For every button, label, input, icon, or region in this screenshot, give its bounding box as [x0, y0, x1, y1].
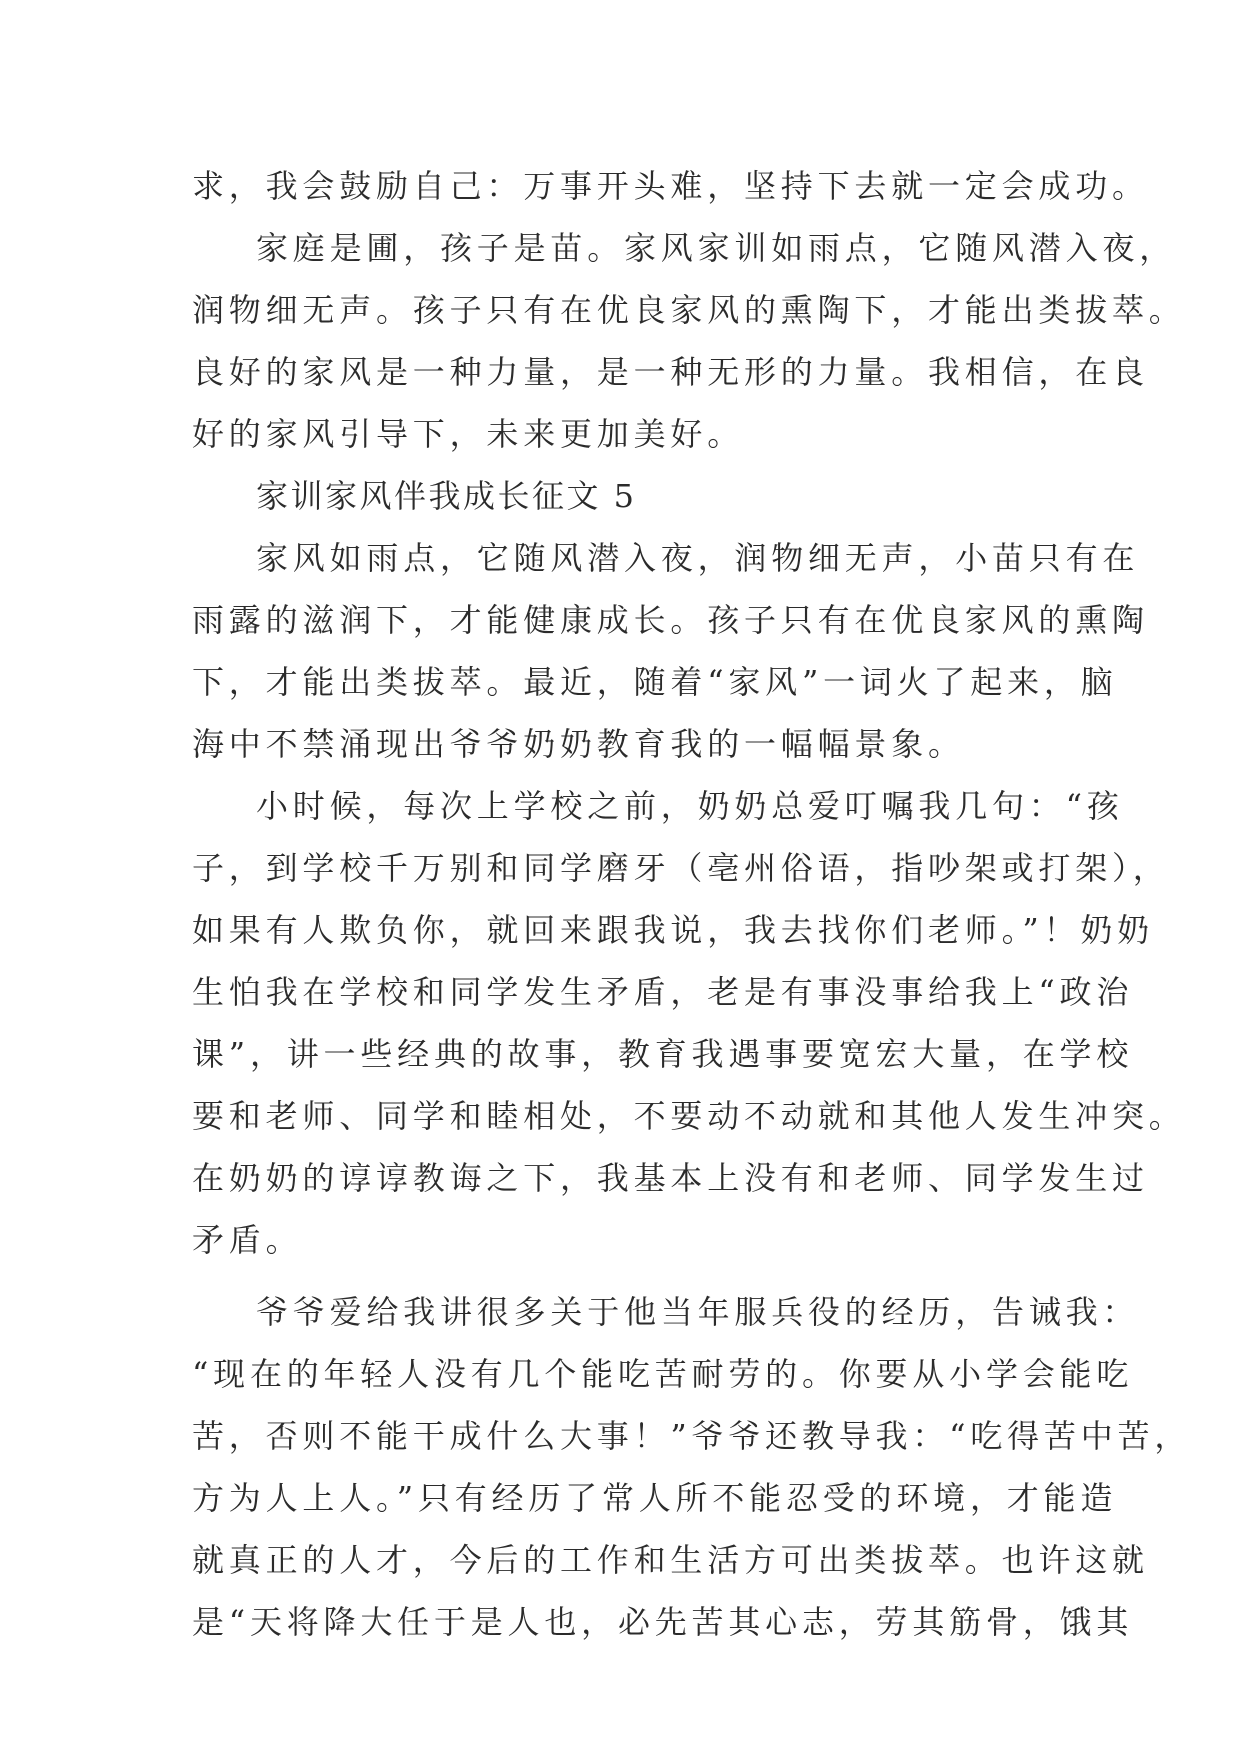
text-line: 良好的家风是一种力量，是一种无形的力量。我相信，在良: [192, 353, 1149, 391]
text-line: 苦，否则不能干成什么大事！”爷爷还教导我：“吃得苦中苦，: [192, 1417, 1192, 1455]
text-line: 海中不禁涌现出爷爷奶奶教育我的一幅幅景象。: [192, 725, 965, 763]
paragraph-first-line: 家庭是圃，孩子是苗。家风家训如雨点，它随风潜入夜，: [256, 229, 1177, 267]
text-line: 好的家风引导下，未来更加美好。: [192, 415, 745, 453]
text-line: 方为人上人。”只有经历了常人所不能忍受的环境，才能造: [192, 1479, 1118, 1517]
text-line: 求，我会鼓励自己：万事开头难，坚持下去就一定会成功。: [192, 167, 1149, 205]
text-line: 矛盾。: [192, 1221, 303, 1259]
text-line: 在奶奶的谆谆教诲之下，我基本上没有和老师、同学发生过: [192, 1159, 1149, 1197]
text-line: 如果有人欺负你，就回来跟我说，我去找你们老师。”！奶奶: [192, 911, 1154, 949]
text-line: 是“天将降大任于是人也，必先苦其心志，劳其筋骨，饿其: [192, 1603, 1134, 1641]
text-line: “现在的年轻人没有几个能吃苦耐劳的。你要从小学会能吃: [192, 1355, 1134, 1393]
paragraph-first-line: 家风如雨点，它随风潜入夜，润物细无声，小苗只有在: [256, 539, 1140, 577]
text-line: 下，才能出类拔萃。最近，随着“家风”一词火了起来，脑: [192, 663, 1118, 701]
text-line: 课”，讲一些经典的故事，教育我遇事要宽宏大量，在学校: [192, 1035, 1134, 1073]
text-line: 要和老师、同学和睦相处，不要动不动就和其他人发生冲突。: [192, 1097, 1186, 1135]
document-body: [192, 155, 1192, 1653]
section-heading: 家训家风伴我成长征文 5: [256, 477, 637, 515]
paragraph-first-line: 爷爷爱给我讲很多关于他当年服兵役的经历，告诫我：: [256, 1293, 1140, 1331]
text-line: 就真正的人才，今后的工作和生活方可出类拔萃。也许这就: [192, 1541, 1149, 1579]
text-line: 雨露的滋润下，才能健康成长。孩子只有在优良家风的熏陶: [192, 601, 1149, 639]
text-line: 生怕我在学校和同学发生矛盾，老是有事没事给我上“政治: [192, 973, 1134, 1011]
text-line: 子，到学校千万别和同学磨牙（亳州俗语，指吵架或打架），: [192, 849, 1170, 887]
text-line: 润物细无声。孩子只有在优良家风的熏陶下，才能出类拔萃。: [192, 291, 1186, 329]
paragraph-first-line: 小时候，每次上学校之前，奶奶总爱叮嘱我几句：“孩: [256, 787, 1124, 825]
